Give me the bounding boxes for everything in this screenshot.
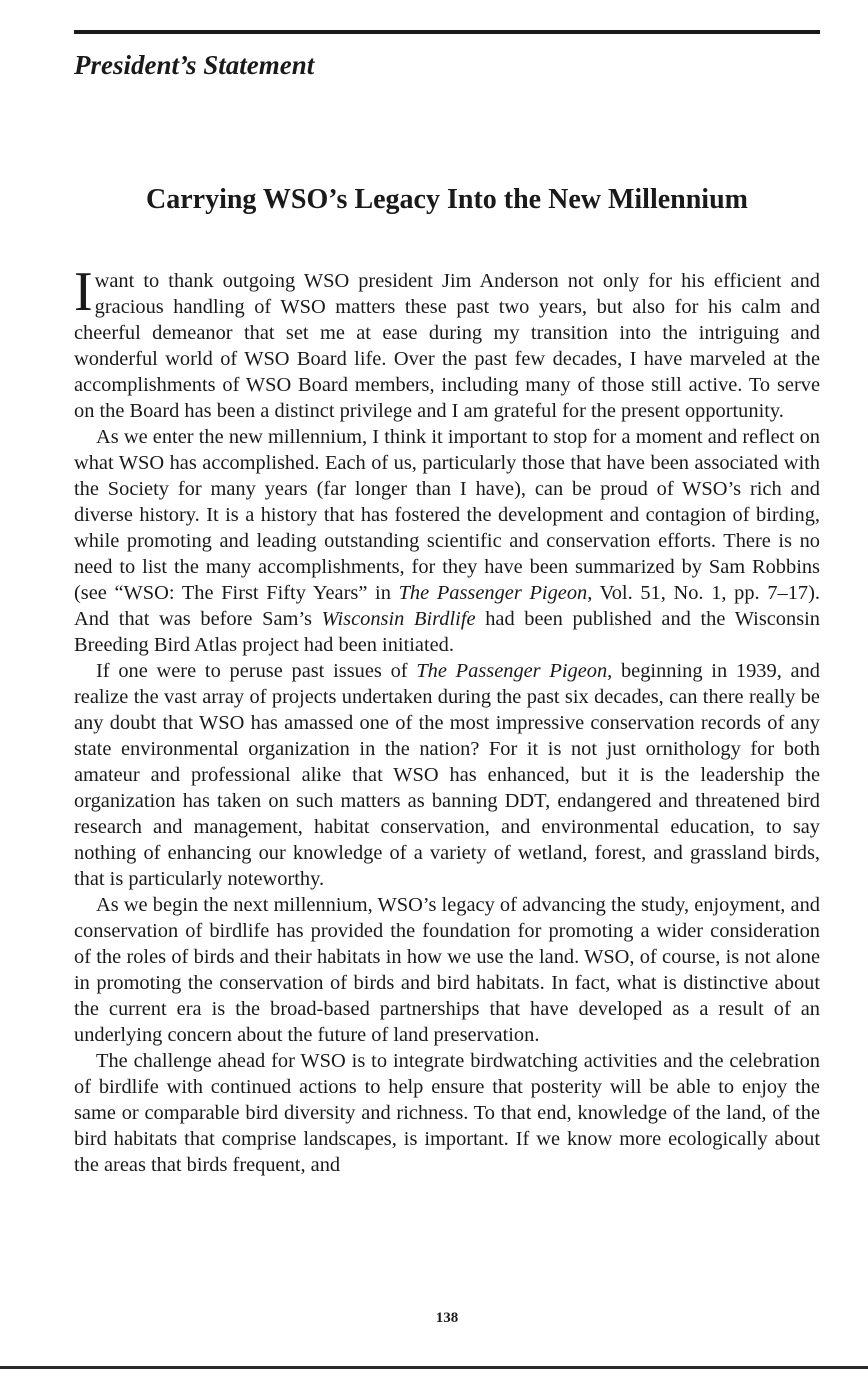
- paragraph-3-text-a: If one were to peruse past issues of: [96, 660, 417, 682]
- paragraph-1-text: want to thank outgoing WSO president Jim Anderson not only for his efficient and gracious handling of WSO matters these past two years, but also for his calm and cheerful demeanor that set me at ease during my transition into the intriguing and wonderful world of WSO Board life. Over the past few decades, I have marveled at the accomplishments of WSO Board members, including many of those still active. To serve on the Board has been a distinct privilege and I am grateful for the present opportunity.: [74, 270, 820, 422]
- paragraph-2: [74, 424, 820, 658]
- paragraph-5: The challenge ahead for WSO is to integrate birdwatching activities and the celebration of birdlife with continued actions to help ensure that posterity will be able to enjoy the same or comparable bird diversity and richness. To that end, knowledge of the land, of the bird habitats that comprise landscapes, is important. If we know more ecologically about the areas that birds frequent, and: [74, 1050, 820, 1176]
- header-rule: [74, 30, 820, 34]
- journal-title: The Passenger Pigeon,: [398, 582, 593, 604]
- paragraph-2-text-c: had been published and the Wisconsin Breeding Bird Atlas project had been initiated.: [74, 608, 820, 656]
- drop-cap: I: [74, 261, 93, 323]
- page-bottom-edge: [0, 1366, 868, 1369]
- paragraph-1: [74, 261, 820, 424]
- page-number: 138: [435, 1310, 459, 1326]
- paragraph-4: As we begin the next millennium, WSO’s legacy of advancing the study, enjoyment, and conservation of birdlife has provided the foundation for promoting a wider consideration of the roles of birds and their habitats in how we use the land. WSO, of course, is not alone in promoting the conservation of birds and bird habitats. In fact, what is distinctive about the current era is the broad-based partnerships that have developed as a result of an underlying concern about the future of land preservation.: [74, 894, 820, 1046]
- paragraph-2-text-b: Vol. 51, No. 1, pp. 7–17). And that was before Sam’s: [74, 582, 820, 630]
- book-title: Wisconsin Birdlife: [321, 608, 476, 630]
- article-body: [74, 261, 820, 1178]
- paragraph-2-text-a: As we enter the new millennium, I think it important to stop for a moment and reflect on what WSO has accomplished. Each of us, particularly those that have been associated with the Society for many years (far longer than I have), can be proud of WSO’s rich and diverse history. It is a history that has fostered the development and contagion of birding, while promoting and leading outstanding scientific and conservation efforts. There is no need to list the many accomplishments, for they have been summarized by Sam Robbins (see “WSO: The First Fifty Years” in: [74, 426, 820, 604]
- paragraph-3-text-b: beginning in 1939, and realize the vast array of projects undertaken during the past six decades, can there really be any doubt that WSO has amassed one of the most impressive conservation records of any state environmental organization in the nation? For it is not just ornithology for both amateur and professional alike that WSO has enhanced, but it is the leadership the organization has taken on such matters as banning DDT, endangered and threatened bird research and management, habitat conservation, and environmental education, to say nothing of enhancing our knowledge of a variety of wetland, forest, and grassland birds, that is particularly noteworthy.: [74, 660, 820, 890]
- article-title: Carrying WSO’s Legacy Into the New Millennium: [146, 184, 748, 215]
- journal-title: The Passenger Pigeon,: [416, 660, 613, 682]
- section-label: President’s Statement: [74, 50, 315, 80]
- paragraph-3: [74, 658, 820, 892]
